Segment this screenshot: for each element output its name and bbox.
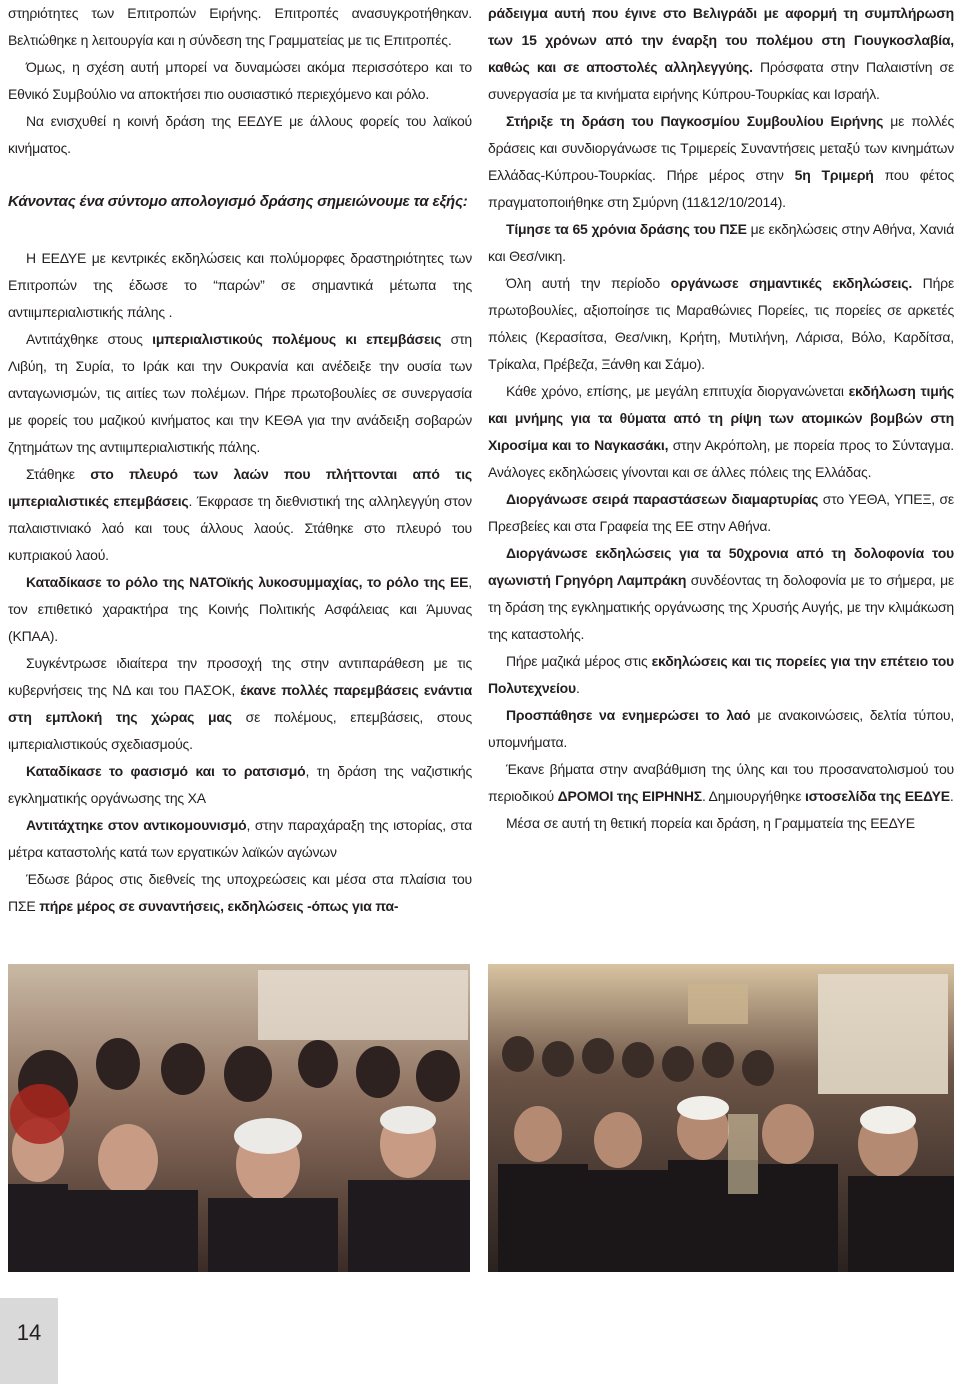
text: Να ενισχυθεί η κοινή δράση της ΕΕΔΥΕ με άλλους φορείς του λαϊκού κινήματος. (8, 113, 472, 156)
emphasis: ιμπεριαλιστικούς πολέμους κι επεμβάσεις (152, 331, 442, 347)
photo-strip (0, 964, 960, 1272)
text: Έκανε βήματα στην αναβάθμιση της ύλης και του προσανατολισμού του περιοδικού (488, 761, 954, 804)
emphasis: Προσπάθησε να ενημερώσει το λαό (506, 707, 751, 723)
text: Πρόσφατα στην Παλαιστίνη σε συνεργασία με τα κινήματα ειρήνης Κύπρου-Τουρκίας και Ισραήλ. (488, 59, 954, 102)
paragraph (8, 650, 472, 758)
page-number-box (0, 1298, 58, 1384)
audience-photo-left-illustration (8, 964, 470, 1272)
emphasis: Καταδίκασε το ρόλο της ΝΑΤΟϊκής λυκοσυμμαχίας, το ρόλο της ΕΕ (26, 574, 469, 590)
paragraph (488, 648, 954, 702)
emphasis: πήρε μέρος σε συναντήσεις, εκδηλώσεις -όπως για πα- (39, 898, 399, 914)
text: στο ΥΕΘΑ, ΥΠΕΞ, σε Πρεσβείες και στα Γραφεία της ΕΕ στην Αθήνα. (488, 491, 954, 534)
paragraph (8, 245, 472, 326)
text: σε πολέμους, επεμβάσεις, στους ιμπεριαλιστικούς σχεδιασμούς. (8, 709, 472, 752)
text: που φέτος πραγματοποιήθηκε στη Σμύρνη (11&12/10/2014). (488, 167, 954, 210)
text: . Έκφρασε τη διεθνιστική της αλληλεγγύη στον παλαιστινιακό λαό και τους άλλους λαούς. Στάθηκε στο πλευρό του κυπριακού λαού. (8, 493, 472, 563)
text: Έδωσε βάρος στις διεθνείς της υποχρεώσεις και μέσα στα πλαίσια του ΠΣΕ (8, 871, 472, 914)
paragraph (8, 569, 472, 650)
emphasis: στο πλευρό των λαών που πλήττονται από τις ιμπεριαλιστικές επεμβάσεις (8, 466, 472, 509)
emphasis: ράδειγμα αυτή που έγινε στο Βελιγράδι με αφορμή τη συμπλήρωση των 15 χρόνων από την έναρξη του πολέμου στη Γιουγκοσλαβία, καθώς και σε αποστολές αλληλεγγύης. (488, 5, 954, 75)
paragraph (8, 758, 472, 812)
paragraph (8, 812, 472, 866)
paragraph (8, 54, 472, 108)
paragraph (8, 108, 472, 162)
emphasis: Τίμησε τα 65 χρόνια δράσης του ΠΣΕ (506, 221, 747, 237)
paragraph (488, 270, 954, 378)
page-number: 14 (16, 1320, 42, 1345)
text: . Δημιουργήθηκε (701, 788, 805, 804)
text: , στην παραχάραξη της ιστορίας, στα μέτρα καταστολής κατά των εργατικών λαϊκών αγώνων (8, 817, 472, 860)
emphasis: ΔΡΟΜΟΙ της ΕΙΡΗΝΗΣ (557, 788, 702, 804)
text: Μέσα σε αυτή τη θετική πορεία και δράση, η Γραμματεία της ΕΕΔΥΕ (506, 815, 915, 831)
emphasis: Στήριξε τη δράση του Παγκοσμίου Συμβουλίου Ειρήνης (506, 113, 884, 129)
audience-photo-left (8, 964, 470, 1272)
page-footer (0, 1298, 960, 1384)
text: στη Λιβύη, τη Συρία, το Ιράκ και την Ουκρανία και ανέδειξε την ουσία των ανταγωνισμών, τις αιτίες των πολέμων. Πήρε πρωτοβουλίες σε συνεργασία με φορείς του μαζικού κινήματος και την ΚΕΘΑ για την ανάδειξη σοβαρών ζητημάτων της αντιιμπεριαλιστικής πάλης. (8, 331, 472, 455)
text: , τον επιθετικό χαρακτήρα της Κοινής Πολιτικής Ασφάλειας και Άμυνας (ΚΠΑΑ). (8, 574, 472, 644)
text: Κάθε χρόνο, επίσης, με μεγάλη επιτυχία διοργανώνεται (506, 383, 849, 399)
emphasis: Διοργάνωσε εκδηλώσεις για τα 50χρονια από τη δολοφονία του αγωνιστή Γρηγόρη Λαμπράκη (488, 545, 954, 588)
text: στην Ακρόπολη, με πορεία προς το Σύνταγμα. Ανάλογες εκδηλώσεις γίνονται και σε άλλες πόλεις της Ελλάδας. (488, 437, 954, 480)
text: Συγκέντρωσε ιδιαίτερα την προσοχή της στην αντιπαράθεση με τις κυβερνήσεις της ΝΔ και του ΠΑΣΟΚ, (8, 655, 472, 698)
text: Όμως, η σχέση αυτή μπορεί να δυναμώσει ακόμα περισσότερο και το Εθνικό Συμβούλιο να αποκτήσει πιο ουσιαστικό περιεχόμενο και ρόλο. (8, 59, 472, 102)
paragraph (488, 540, 954, 648)
text: με ανακοινώσεις, δελτία τύπου, υπομνήματα. (488, 707, 954, 750)
text: με εκδηλώσεις στην Αθήνα, Χανιά και Θεσ/νικη. (488, 221, 954, 264)
emphasis: Διοργάνωσε σειρά παραστάσεων διαμαρτυρίας (506, 491, 819, 507)
text: στηριότητες των Επιτροπών Ειρήνης. Επιτροπές ανασυγκροτήθηκαν. Βελτιώθηκε η λειτουργία και η σύνδεση της Γραμματείας με τις Επιτροπές. (8, 5, 472, 48)
text: Πήρε μαζικά μέρος στις (506, 653, 652, 669)
paragraph (488, 486, 954, 540)
right-text-column (488, 0, 954, 922)
emphasis: οργάνωσε σημαντικές εκδηλώσεις. (670, 275, 913, 291)
paragraph (488, 378, 954, 486)
emphasis: 5η Τριμερή (794, 167, 874, 183)
section-lead: Κάνοντας ένα σύντομο απολογισμό δράσης σημειώνουμε τα εξής: (8, 193, 468, 210)
left-text-column (8, 0, 472, 922)
paragraph (8, 0, 472, 54)
text: Πήρε πρωτοβουλίες, αξιοποίησε τις Μαραθώνιες Πορείες, τις πορείες σε αρκετές πόλεις (Κερασίτσα, Θεσ/νικη, Κρήτη, Μυτιλήνη, Λάρισα, Βόλο, Καρδίτσα, Τρίκαλα, Πρέβεζα, Ξάνθη και Σάμο). (488, 275, 954, 372)
paragraph (488, 810, 954, 837)
text: . (575, 680, 580, 696)
audience-photo-right (488, 964, 954, 1272)
emphasis: Αντιτάχτηκε στον αντικομουνισμό (26, 817, 247, 833)
text: Όλη αυτή την περίοδο (506, 275, 671, 291)
emphasis: έκανε πολλές παρεμβάσεις ενάντια στη εμπλοκή της χώρας μας (8, 682, 472, 725)
text: συνδέοντας τη δολοφονία με το σήμερα, με τη δράση της εγκληματικής οργάνωσης της Χρυσής Αυγής, με την κλιμάκωση της καταστολής. (488, 572, 954, 642)
paragraph (8, 326, 472, 461)
text: με πολλές δράσεις και συνδιοργάνωσε τις Τριμερείς Συναντήσεις μεταξύ των κινημάτων Ελλάδας-Κύπρου-Τουρκίας. Πήρε μέρος στην (488, 113, 954, 183)
emphasis: Καταδίκασε το φασισμό και το ρατσισμό (26, 763, 306, 779)
text: Αντιτάχθηκε στους (26, 331, 153, 347)
emphasis: εκδηλώσεις και τις πορείες για την επέτειο του Πολυτεχνείου (488, 653, 954, 696)
paragraph (8, 866, 472, 920)
text: , τη δράση της ναζιστικής εγκληματικής οργάνωσης της ΧΑ (8, 763, 472, 806)
emphasis: ιστοσελίδα της ΕΕΔΥΕ (804, 788, 950, 804)
paragraph (8, 461, 472, 569)
text: . (949, 788, 954, 804)
paragraph (488, 702, 954, 756)
audience-photo-right-illustration (488, 964, 954, 1272)
text: Η ΕΕΔΥΕ με κεντρικές εκδηλώσεις και πολύμορφες δραστηριότητες των Επιτροπών της έδωσε το “παρών” σε σημαντικά μέτωπα της αντιιμπεριαλιστικής πάλης . (8, 250, 472, 320)
paragraph (488, 0, 954, 108)
emphasis: εκδήλωση τιμής και μνήμης για τα θύματα από τη ρίψη των ατομικών βομβών στη Χιροσίμα και το Ναγκασάκι, (488, 383, 954, 453)
paragraph (488, 108, 954, 216)
paragraph (488, 756, 954, 810)
text: Στάθηκε (26, 466, 91, 482)
paragraph (488, 216, 954, 270)
